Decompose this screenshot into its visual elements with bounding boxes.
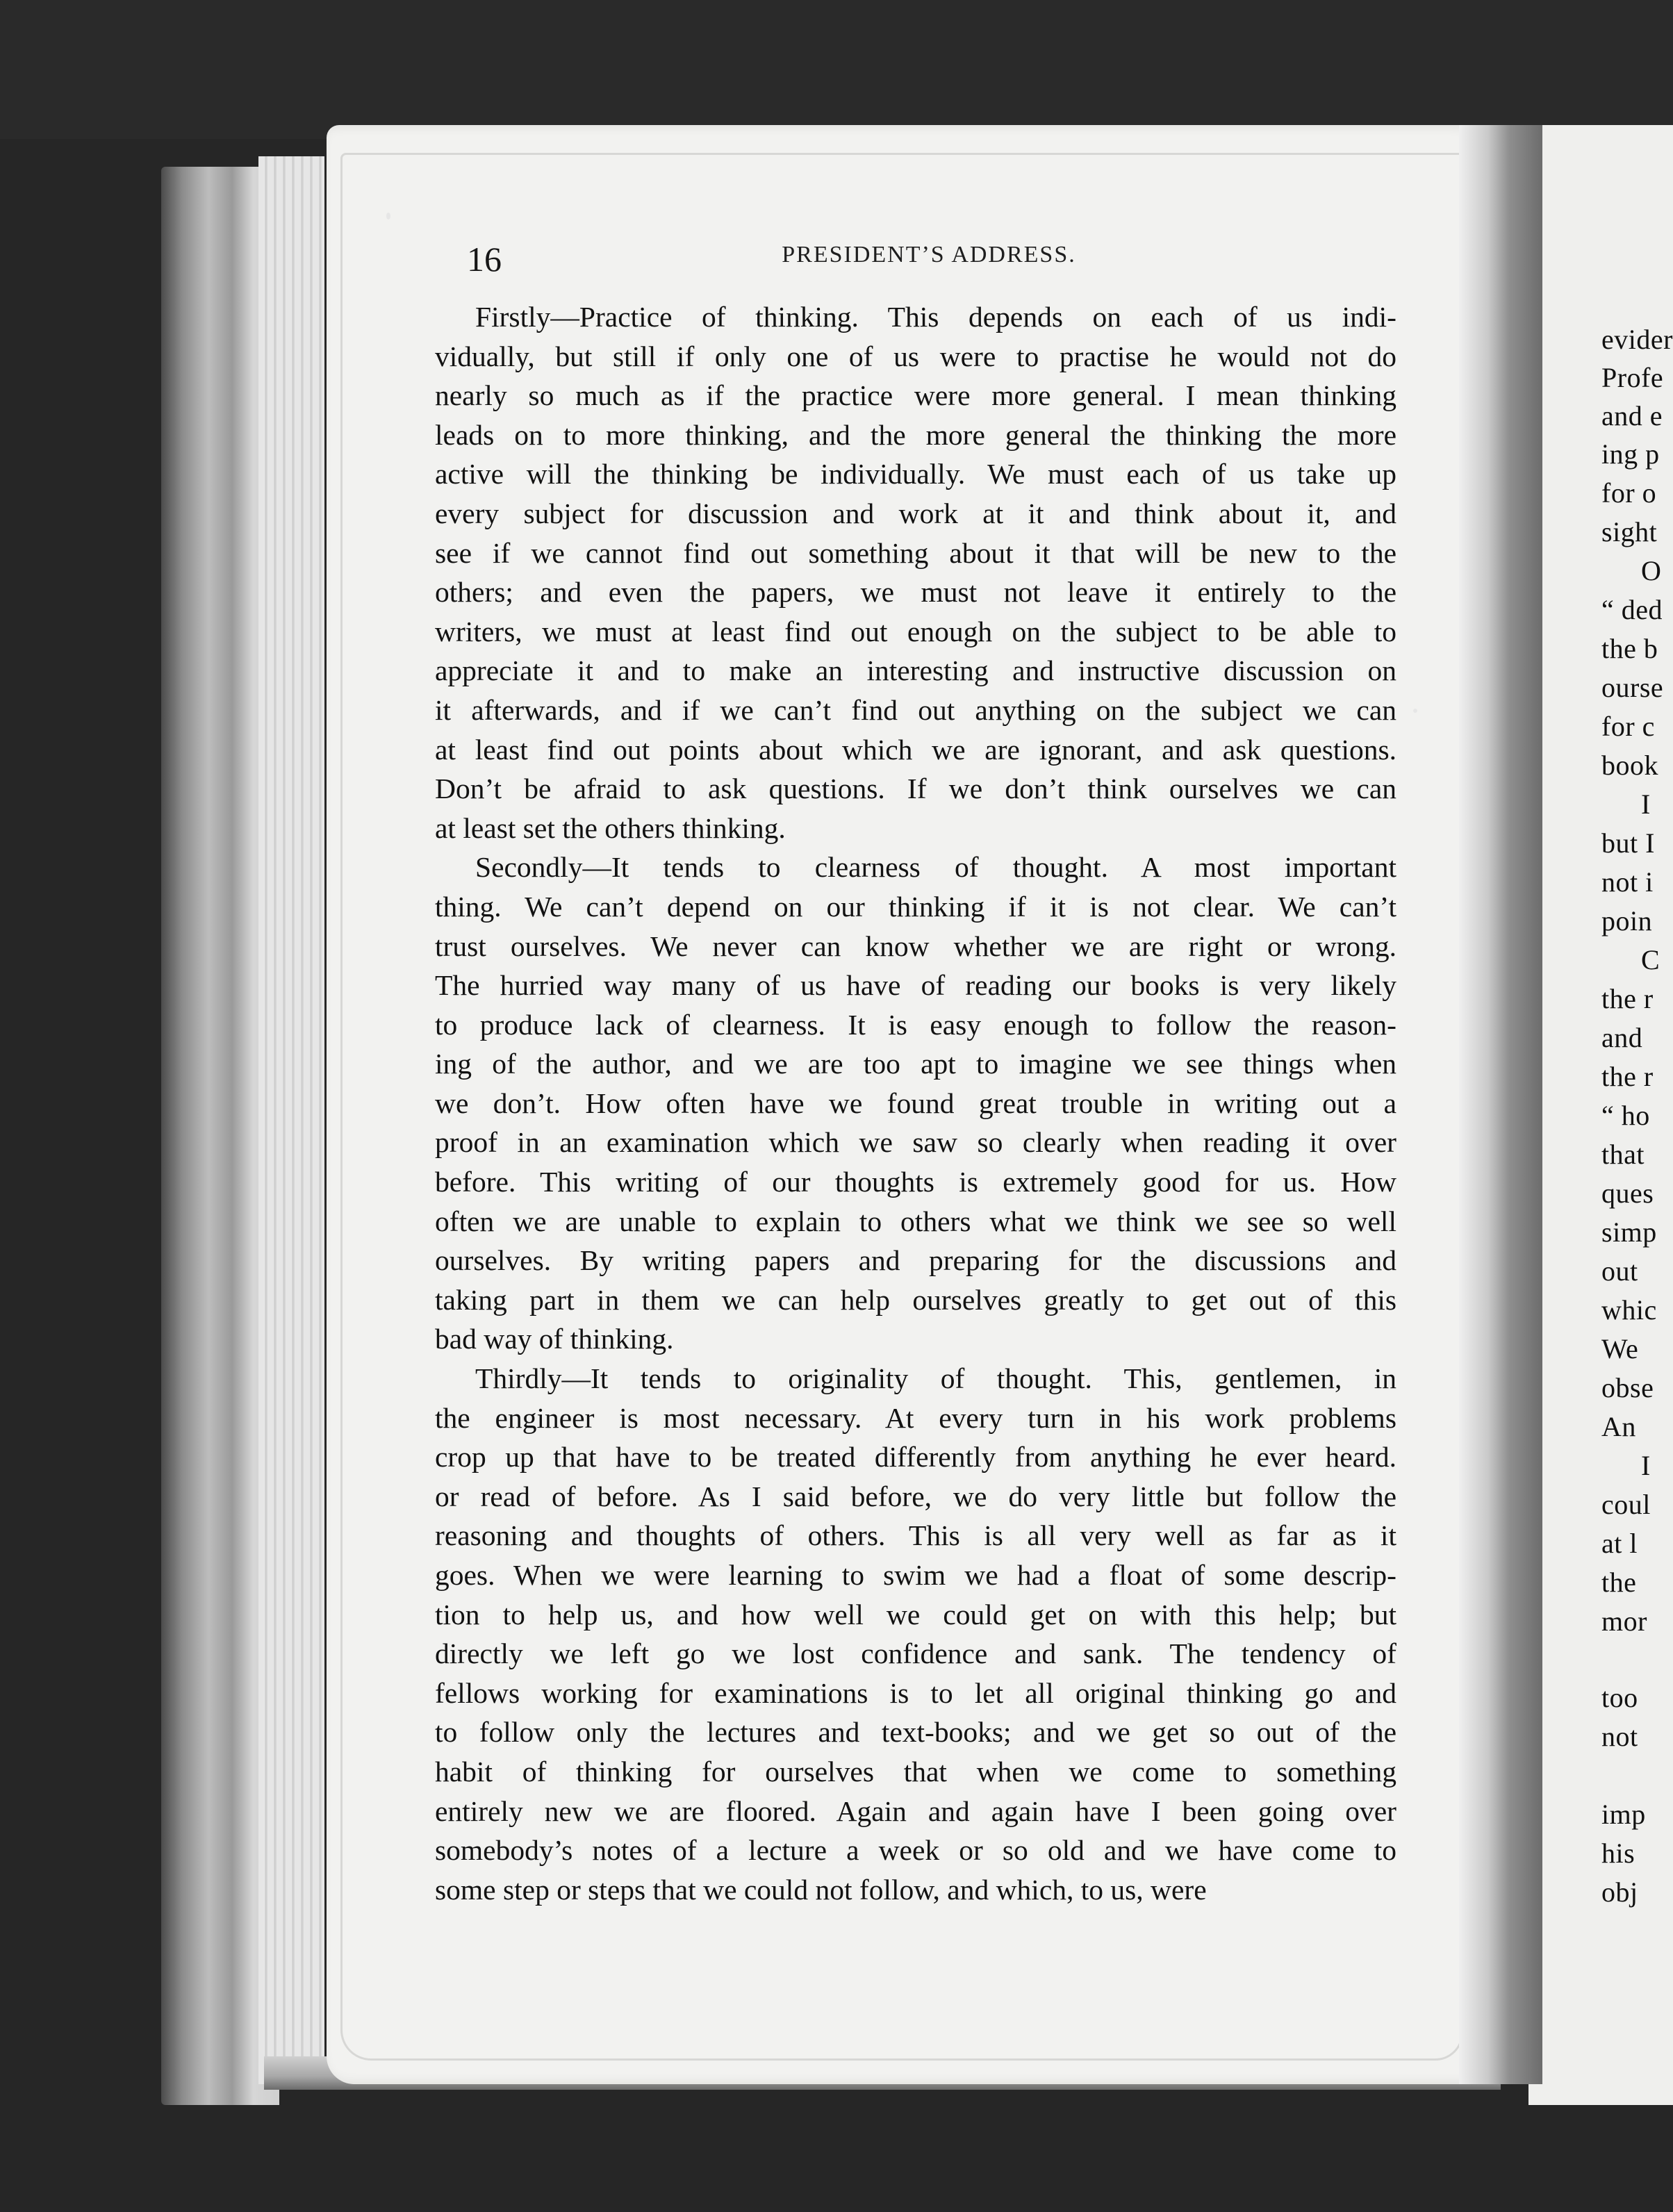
text-line: we don’t. How often have we found great trouble in writing out a (435, 1087, 1396, 1119)
facing-page-fragment: at l (1601, 1528, 1638, 1559)
text-line: every subject for discussion and work at it and think about it, and (435, 497, 1396, 529)
text-line: to follow only the lectures and text-books; and we get so out of the (435, 1716, 1396, 1749)
background-top (0, 0, 1673, 139)
text-line: The hurried way many of us have of reading our books is very likely (435, 969, 1396, 1002)
text-line: often we are unable to explain to others what we think we see so well (435, 1205, 1396, 1237)
text-line: Thirdly—It tends to originality of thought. This, gentlemen, in (475, 1362, 1396, 1395)
facing-page-fragment: coul (1601, 1489, 1651, 1520)
facing-page-fragment: the (1601, 1567, 1637, 1598)
text-line: somebody’s notes of a lecture a week or so old and we have come to (435, 1834, 1396, 1867)
text-line: ing of the author, and we are too apt to imagine we see things when (435, 1048, 1396, 1080)
page-body-text (435, 297, 1396, 1909)
text-line: or read of before. As I said before, we do very little but follow the (435, 1480, 1396, 1512)
text-line: bad way of thinking. (435, 1323, 674, 1355)
running-head: PRESIDENT’S ADDRESS. (782, 242, 1076, 267)
text-line: trust ourselves. We never can know whether we are right or wrong. (435, 930, 1396, 962)
facing-page-fragment: whic (1601, 1294, 1657, 1326)
text-line: writers, we must at least find out enough on the subject to be able to (435, 615, 1396, 647)
text-line: Don’t be afraid to ask questions. If we don’t think ourselves we can (435, 773, 1396, 805)
text-line: nearly so much as if the practice were more general. I mean thinking (435, 379, 1396, 412)
facing-page-fragment: “ ded (1601, 594, 1663, 625)
facing-page-fragment: too (1601, 1682, 1638, 1713)
text-line: before. This writing of our thoughts is extremely good for us. How (435, 1166, 1396, 1198)
facing-page-fragment: the r (1601, 983, 1654, 1014)
text-line: crop up that have to be treated differently from anything he ever heard. (435, 1441, 1396, 1474)
facing-page-fragment: and e (1601, 400, 1663, 431)
facing-page-fragment: ourse (1601, 672, 1664, 703)
text-line: Secondly—It tends to clearness of thought. A most important (475, 851, 1396, 884)
page-header (467, 239, 1391, 281)
text-line: at least set the others thinking. (435, 811, 786, 844)
facing-page-fragment: ing p (1601, 438, 1660, 470)
text-line: taking part in them we can help ourselves greatly to get out of this (435, 1283, 1396, 1316)
text-line: to produce lack of clearness. It is easy enough to follow the reason- (435, 1008, 1396, 1041)
text-line: directly we left go we lost confidence and sank. The tendency of (435, 1637, 1396, 1670)
text-line: leads on to more thinking, and the more general the thinking the more (435, 418, 1396, 451)
text-line: the engineer is most necessary. At every turn in his work problems (435, 1401, 1396, 1434)
book-page-stack (258, 156, 324, 2084)
text-line: tion to help us, and how well we could get on with this help; but (435, 1598, 1396, 1631)
page-speck (1413, 709, 1417, 713)
facing-page-fragment: Profe (1601, 362, 1664, 393)
facing-page-fragment: I (1641, 1450, 1651, 1481)
text-line: see if we cannot find out something about it that will be new to the (435, 536, 1396, 569)
facing-page-fragment: I (1641, 789, 1651, 820)
facing-page-fragment: the b (1601, 633, 1658, 664)
facing-page-fragment: ques (1601, 1178, 1654, 1209)
facing-page-fragment: for c (1601, 711, 1655, 742)
page-gutter-shadow (1459, 125, 1542, 2084)
facing-page-fragment: book (1601, 750, 1658, 781)
page-number: 16 (467, 240, 502, 279)
facing-page-fragment: We (1601, 1333, 1639, 1364)
facing-page-fragment: not (1601, 1721, 1638, 1752)
text-line: entirely new we are floored. Again and again have I been going over (435, 1794, 1396, 1827)
facing-page-fragment: mor (1601, 1606, 1647, 1637)
text-line: vidually, but still if only one of us were to practise he would not do (435, 340, 1396, 372)
facing-page-fragment: that (1601, 1139, 1645, 1170)
facing-page-fragment: out (1601, 1255, 1638, 1287)
facing-page-fragment: evider (1601, 324, 1673, 355)
facing-page-fragment: his (1601, 1838, 1635, 1869)
text-line: habit of thinking for ourselves that when we come to something (435, 1755, 1396, 1788)
text-line: ourselves. By writing papers and preparing for the discussions and (435, 1244, 1396, 1277)
text-line: proof in an examination which we saw so clearly when reading it over (435, 1126, 1396, 1159)
facing-page-fragment: not i (1601, 866, 1654, 898)
text-line: some step or steps that we could not follow, and which, to us, were (435, 1873, 1207, 1906)
facing-page-fragment: poin (1601, 905, 1653, 936)
facing-page-fragment: simp (1601, 1216, 1657, 1248)
facing-page-fragment: “ ho (1601, 1100, 1650, 1131)
text-line: appreciate it and to make an interesting and instructive discussion on (435, 654, 1396, 687)
facing-page-fragment: and (1601, 1022, 1643, 1053)
page-speck (386, 213, 390, 220)
facing-page-fragment: O (1641, 555, 1662, 586)
facing-page-fragment: for o (1601, 477, 1657, 509)
facing-page-fragment: An (1601, 1411, 1636, 1442)
text-line: it afterwards, and if we can’t find out anything on the subject we can (435, 693, 1396, 726)
text-line: reasoning and thoughts of others. This is all very well as far as it (435, 1519, 1396, 1552)
facing-page-fragment: obj (1601, 1876, 1638, 1908)
text-line: Firstly—Practice of thinking. This depends on each of us indi- (475, 301, 1396, 333)
text-line: at least find out points about which we are ignorant, and ask questions. (435, 733, 1396, 766)
text-line: goes. When we were learning to swim we had a float of some descrip- (435, 1559, 1396, 1591)
facing-page-fragment: but I (1601, 827, 1655, 859)
facing-page-fragment: sight (1601, 516, 1658, 547)
facing-page-fragment: C (1641, 944, 1660, 975)
text-line: fellows working for examinations is to let all original thinking go and (435, 1676, 1396, 1709)
facing-page-fragment: imp (1601, 1799, 1646, 1830)
text-line: others; and even the papers, we must not leave it entirely to the (435, 576, 1396, 609)
facing-page-fragment: obse (1601, 1372, 1654, 1403)
facing-page-fragment: the r (1601, 1061, 1654, 1092)
text-line: active will the thinking be individually. We must each of us take up (435, 458, 1396, 490)
text-line: thing. We can’t depend on our thinking if it is not clear. We can’t (435, 890, 1396, 923)
